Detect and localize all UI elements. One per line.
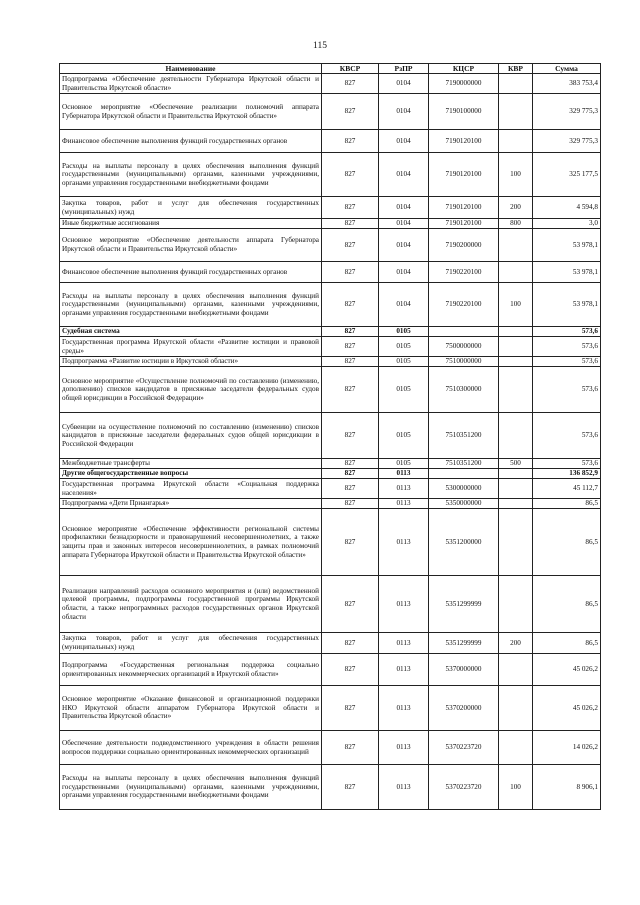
table-row xyxy=(60,327,601,337)
cell-kvr xyxy=(499,357,533,367)
cell-rzpr: 0105 xyxy=(379,337,429,357)
cell-kvr xyxy=(499,130,533,153)
cell-sum: 573,6 xyxy=(533,459,601,469)
cell-kvsr: 827 xyxy=(322,74,379,94)
cell-kvsr: 827 xyxy=(322,731,379,765)
cell-rzpr: 0104 xyxy=(379,283,429,327)
cell-kvr xyxy=(499,229,533,262)
table-header-row xyxy=(60,64,601,74)
cell-rzpr: 0104 xyxy=(379,229,429,262)
cell-sum: 325 177,5 xyxy=(533,153,601,197)
header-kcsr: КЦСР xyxy=(429,64,499,74)
cell-name: Государственная программа Иркутской области «Социальная поддержка населения» xyxy=(60,479,322,499)
table-row xyxy=(60,731,601,765)
cell-name: Обеспечение деятельности подведомственного учреждения в области решения вопросов поддержки социально ориентированных некоммерческих организаций xyxy=(60,731,322,765)
cell-kcsr: 7510351200 xyxy=(429,459,499,469)
table-row xyxy=(60,469,601,479)
table-body xyxy=(60,74,601,810)
table-row xyxy=(60,765,601,810)
cell-rzpr: 0104 xyxy=(379,94,429,130)
cell-kvsr: 827 xyxy=(322,686,379,731)
cell-name: Подпрограмма «Дети Приангарья» xyxy=(60,499,322,509)
cell-kcsr: 7510000000 xyxy=(429,357,499,367)
cell-rzpr: 0113 xyxy=(379,765,429,810)
cell-kcsr: 5351299999 xyxy=(429,576,499,633)
cell-rzpr: 0105 xyxy=(379,413,429,459)
cell-sum: 53 978,1 xyxy=(533,262,601,283)
cell-name: Расходы на выплаты персоналу в целях обеспечения выполнения функций государственными (муниципальными) органами, казенными учреждениями, органами управления государственными внебюджетными фондами xyxy=(60,153,322,197)
table-row xyxy=(60,283,601,327)
cell-kvr xyxy=(499,94,533,130)
cell-sum: 45 026,2 xyxy=(533,654,601,686)
cell-kvsr: 827 xyxy=(322,229,379,262)
cell-kvsr: 827 xyxy=(322,283,379,327)
cell-sum: 329 775,3 xyxy=(533,130,601,153)
cell-kvr: 500 xyxy=(499,459,533,469)
cell-kvsr: 827 xyxy=(322,94,379,130)
cell-kvsr: 827 xyxy=(322,633,379,654)
cell-rzpr: 0113 xyxy=(379,633,429,654)
cell-kcsr: 7190120100 xyxy=(429,219,499,229)
cell-name: Закупка товаров, работ и услуг для обеспечения государственных (муниципальных) нужд xyxy=(60,633,322,654)
cell-rzpr: 0105 xyxy=(379,367,429,413)
table-row xyxy=(60,686,601,731)
cell-kvr xyxy=(499,367,533,413)
cell-kvsr: 827 xyxy=(322,469,379,479)
table-row xyxy=(60,153,601,197)
cell-kvr xyxy=(499,327,533,337)
cell-kvsr: 827 xyxy=(322,327,379,337)
cell-rzpr: 0104 xyxy=(379,153,429,197)
cell-kcsr: 7190220100 xyxy=(429,283,499,327)
cell-sum: 45 026,2 xyxy=(533,686,601,731)
table-row xyxy=(60,367,601,413)
cell-rzpr: 0113 xyxy=(379,654,429,686)
cell-kvr xyxy=(499,262,533,283)
cell-rzpr: 0105 xyxy=(379,459,429,469)
cell-name: Расходы на выплаты персоналу в целях обеспечения выполнения функций государственными (муниципальными) органами, казенными учреждениями, органами управления государственными внебюджетными фондами xyxy=(60,283,322,327)
cell-kvr xyxy=(499,469,533,479)
cell-kcsr: 7190200000 xyxy=(429,229,499,262)
cell-kvsr: 827 xyxy=(322,654,379,686)
cell-rzpr: 0104 xyxy=(379,74,429,94)
cell-sum: 86,5 xyxy=(533,633,601,654)
cell-name: Финансовое обеспечение выполнения функций государственных органов xyxy=(60,262,322,283)
cell-kcsr: 5351299999 xyxy=(429,633,499,654)
cell-sum: 8 906,1 xyxy=(533,765,601,810)
cell-sum: 573,6 xyxy=(533,367,601,413)
cell-rzpr: 0113 xyxy=(379,731,429,765)
cell-sum: 86,5 xyxy=(533,499,601,509)
cell-kvr: 100 xyxy=(499,153,533,197)
cell-name: Финансовое обеспечение выполнения функций государственных органов xyxy=(60,130,322,153)
cell-kcsr: 7190000000 xyxy=(429,74,499,94)
cell-kcsr: 5350000000 xyxy=(429,499,499,509)
table-row xyxy=(60,337,601,357)
cell-kvsr: 827 xyxy=(322,509,379,576)
table-row xyxy=(60,499,601,509)
cell-name: Закупка товаров, работ и услуг для обеспечения государственных (муниципальных) нужд xyxy=(60,197,322,219)
cell-name: Государственная программа Иркутской области «Развитие юстиции и правовой среды» xyxy=(60,337,322,357)
cell-kvr: 100 xyxy=(499,765,533,810)
cell-kvr xyxy=(499,479,533,499)
cell-kvr: 200 xyxy=(499,197,533,219)
cell-kvr: 200 xyxy=(499,633,533,654)
table-row xyxy=(60,576,601,633)
cell-kvsr: 827 xyxy=(322,197,379,219)
cell-kcsr: 7190120100 xyxy=(429,197,499,219)
cell-sum: 329 775,3 xyxy=(533,94,601,130)
cell-rzpr: 0105 xyxy=(379,357,429,367)
cell-name: Основное мероприятие «Обеспечение реализации полномочий аппарата Губернатора Иркутской области и Правительства Иркутской области» xyxy=(60,94,322,130)
table-row xyxy=(60,413,601,459)
cell-name: Основное мероприятие «Осуществление полномочий по составлению (изменению, дополнению) списков кандидатов в присяжные заседатели федеральных судов общей юрисдикции в Российской Федерации» xyxy=(60,367,322,413)
cell-kcsr: 5370000000 xyxy=(429,654,499,686)
cell-sum: 45 112,7 xyxy=(533,479,601,499)
cell-rzpr: 0113 xyxy=(379,479,429,499)
cell-name: Основное мероприятие «Обеспечение эффективности региональной системы профилактики безнадзорности и правонарушений несовершеннолетних, а также защиты прав и законных интересов несовершеннолетних, в рамках полномочий аппарата Губернатора Иркутской области и Правительства Иркутской области» xyxy=(60,509,322,576)
cell-kvsr: 827 xyxy=(322,357,379,367)
cell-kvsr: 827 xyxy=(322,337,379,357)
cell-name: Судебная система xyxy=(60,327,322,337)
header-kvr: КВР xyxy=(499,64,533,74)
cell-sum: 573,6 xyxy=(533,327,601,337)
cell-kvr xyxy=(499,576,533,633)
cell-kcsr xyxy=(429,327,499,337)
table-row xyxy=(60,197,601,219)
header-name: Наименование xyxy=(60,64,322,74)
cell-kcsr: 7510351200 xyxy=(429,413,499,459)
cell-kvr xyxy=(499,74,533,94)
cell-rzpr: 0113 xyxy=(379,499,429,509)
table-row xyxy=(60,509,601,576)
table-row xyxy=(60,633,601,654)
cell-sum: 4 594,8 xyxy=(533,197,601,219)
cell-name: Реализация направлений расходов основного мероприятия и (или) ведомственной целевой программы, подпрограммы государственной программы Иркутской области, а также непрограммных расходов государственных органов Иркутской области xyxy=(60,576,322,633)
cell-rzpr: 0104 xyxy=(379,197,429,219)
cell-rzpr: 0113 xyxy=(379,469,429,479)
cell-name: Другие общегосударственные вопросы xyxy=(60,469,322,479)
cell-rzpr: 0113 xyxy=(379,686,429,731)
header-kvsr: КВСР xyxy=(322,64,379,74)
cell-kcsr: 7190120100 xyxy=(429,153,499,197)
table-row xyxy=(60,654,601,686)
cell-kcsr: 5351200000 xyxy=(429,509,499,576)
cell-name: Подпрограмма «Обеспечение деятельности Губернатора Иркутской области и Правительства Иркутской области» xyxy=(60,74,322,94)
table-row xyxy=(60,74,601,94)
cell-kcsr: 5370200000 xyxy=(429,686,499,731)
cell-sum: 573,6 xyxy=(533,337,601,357)
cell-name: Субвенции на осуществление полномочий по составлению (изменению) списков кандидатов в присяжные заседатели федеральных судов общей юрисдикции в Российской Федерации xyxy=(60,413,322,459)
cell-kcsr: 7500000000 xyxy=(429,337,499,357)
cell-kcsr: 5370223720 xyxy=(429,765,499,810)
cell-kvsr: 827 xyxy=(322,262,379,283)
cell-rzpr: 0104 xyxy=(379,262,429,283)
cell-rzpr: 0104 xyxy=(379,130,429,153)
cell-sum: 53 978,1 xyxy=(533,229,601,262)
budget-table xyxy=(59,63,601,810)
header-rzpr: РзПР xyxy=(379,64,429,74)
page-number: 115 xyxy=(313,41,327,51)
cell-name: Основное мероприятие «Обеспечение деятельности аппарата Губернатора Иркутской области и Правительства Иркутской области» xyxy=(60,229,322,262)
cell-kvsr: 827 xyxy=(322,367,379,413)
cell-sum: 14 026,2 xyxy=(533,731,601,765)
cell-sum: 3,0 xyxy=(533,219,601,229)
cell-sum: 573,6 xyxy=(533,413,601,459)
cell-kvsr: 827 xyxy=(322,479,379,499)
cell-kvr xyxy=(499,731,533,765)
cell-kvsr: 827 xyxy=(322,130,379,153)
cell-name: Основное мероприятие «Оказание финансовой и организационной поддержки НКО Иркутской области аппаратом Губернатора Иркутской области и Правительства Иркутской области» xyxy=(60,686,322,731)
cell-sum: 136 852,9 xyxy=(533,469,601,479)
cell-kvsr: 827 xyxy=(322,153,379,197)
cell-kvr xyxy=(499,499,533,509)
cell-sum: 573,6 xyxy=(533,357,601,367)
cell-kcsr xyxy=(429,469,499,479)
table-row xyxy=(60,219,601,229)
cell-kcsr: 7190220100 xyxy=(429,262,499,283)
cell-name: Подпрограмма «Государственная региональная поддержка социально ориентированных некоммерческих организаций в Иркутской области» xyxy=(60,654,322,686)
cell-sum: 53 978,1 xyxy=(533,283,601,327)
cell-sum: 86,5 xyxy=(533,576,601,633)
cell-kcsr: 7190120100 xyxy=(429,130,499,153)
cell-rzpr: 0105 xyxy=(379,327,429,337)
cell-rzpr: 0113 xyxy=(379,509,429,576)
cell-kcsr: 7190100000 xyxy=(429,94,499,130)
cell-kvr xyxy=(499,337,533,357)
cell-kvsr: 827 xyxy=(322,219,379,229)
cell-name: Межбюджетные трансферты xyxy=(60,459,322,469)
header-sum: Сумма xyxy=(533,64,601,74)
table-row xyxy=(60,262,601,283)
cell-kvsr: 827 xyxy=(322,576,379,633)
table-row xyxy=(60,130,601,153)
cell-kcsr: 5300000000 xyxy=(429,479,499,499)
cell-sum: 383 753,4 xyxy=(533,74,601,94)
table-row xyxy=(60,94,601,130)
cell-kvr xyxy=(499,509,533,576)
table-row xyxy=(60,459,601,469)
cell-kvr xyxy=(499,686,533,731)
cell-kcsr: 5370223720 xyxy=(429,731,499,765)
cell-kvr xyxy=(499,654,533,686)
cell-name: Расходы на выплаты персоналу в целях обеспечения выполнения функций государственными (муниципальными) органами, казенными учреждениями, органами управления государственными внебюджетными фондами xyxy=(60,765,322,810)
cell-kvr xyxy=(499,413,533,459)
cell-kvsr: 827 xyxy=(322,765,379,810)
cell-name: Подпрограмма «Развитие юстиции в Иркутской области» xyxy=(60,357,322,367)
cell-rzpr: 0104 xyxy=(379,219,429,229)
cell-kvr: 800 xyxy=(499,219,533,229)
cell-kvr: 100 xyxy=(499,283,533,327)
table-row xyxy=(60,479,601,499)
cell-kvsr: 827 xyxy=(322,499,379,509)
cell-name: Иные бюджетные ассигнования xyxy=(60,219,322,229)
cell-rzpr: 0113 xyxy=(379,576,429,633)
table-row xyxy=(60,229,601,262)
cell-kvsr: 827 xyxy=(322,459,379,469)
table-row xyxy=(60,357,601,367)
cell-kcsr: 7510300000 xyxy=(429,367,499,413)
cell-kvsr: 827 xyxy=(322,413,379,459)
cell-sum: 86,5 xyxy=(533,509,601,576)
